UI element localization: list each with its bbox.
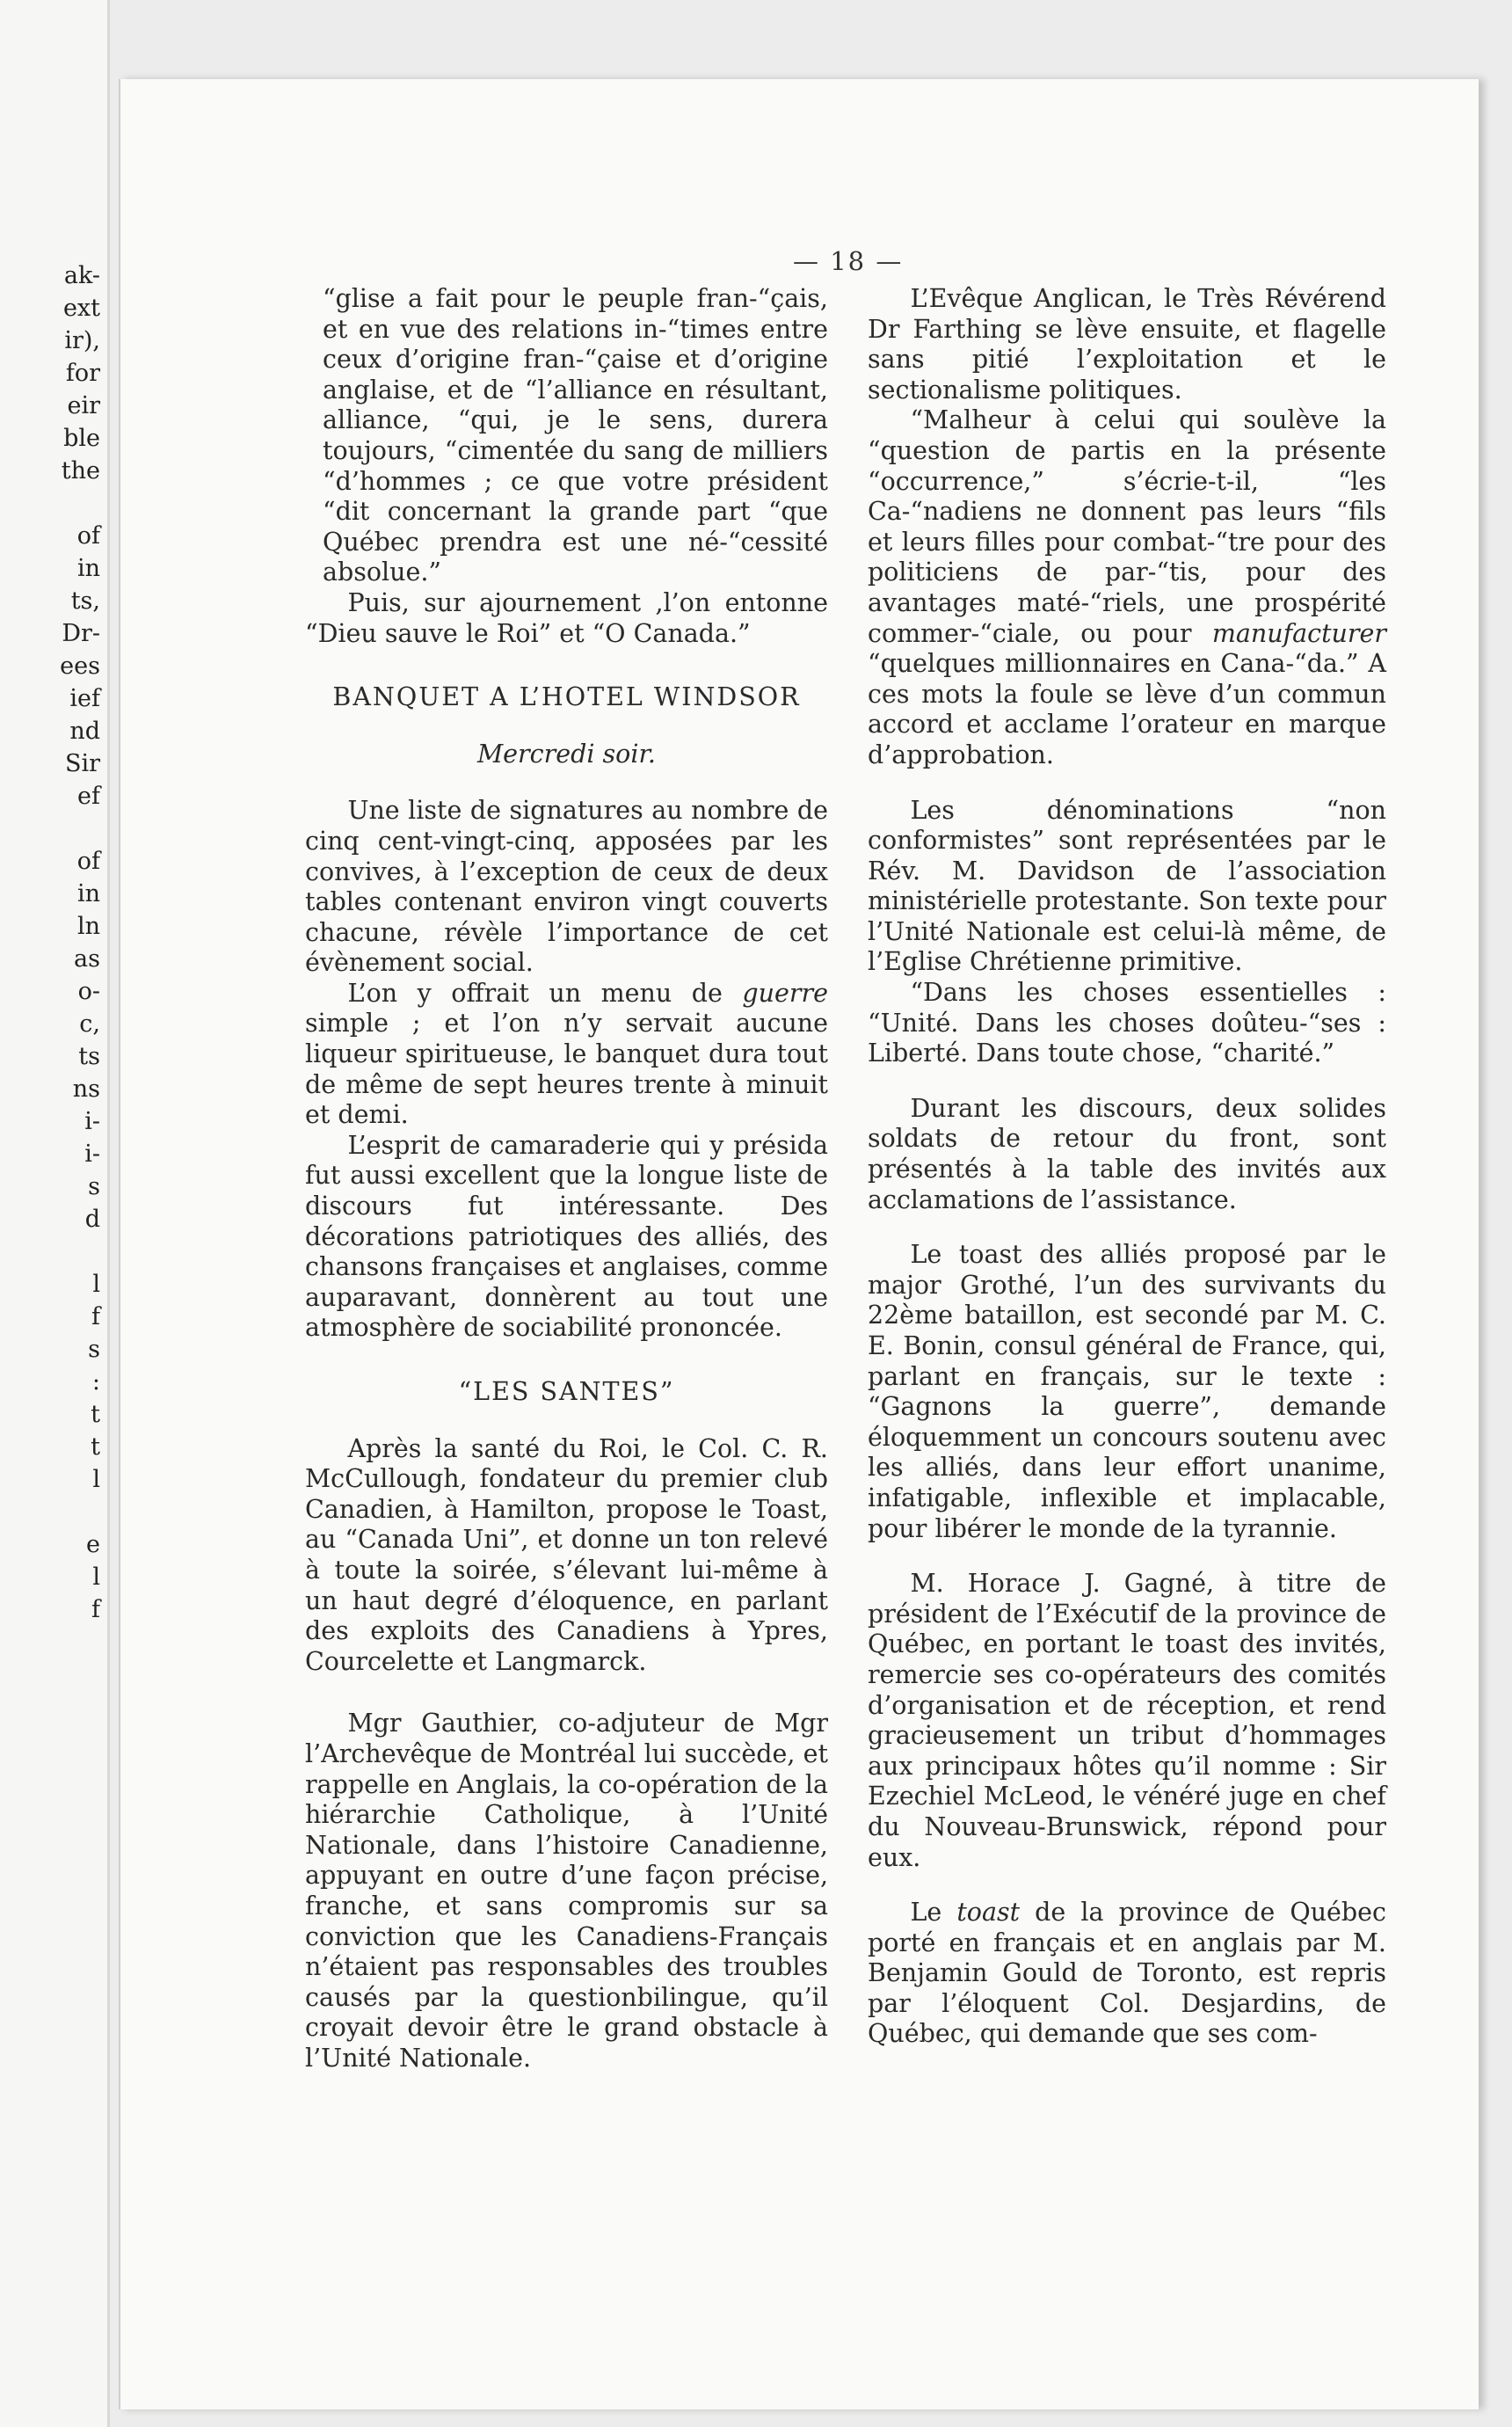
quote-malheur: “Malheur à celui qui soulève la “question de partis en la présente “occurrence,” s’écrie-t-il, “les Ca-“nadiens ne donnent pas leurs “fils et leurs filles pour combat-“tre pour des politiciens de par-“tis, pour des avantages maté-“riels, une prospérité commer-“ciale, ou pour manufacturer “quelques millionnaires en Cana-“da.” A ces mots la foule se lève d’un commun accord et acclame l’orateur en marque d’approbation.	[868, 405, 1386, 769]
margin-fragment: ext	[62, 295, 100, 322]
left-column	[305, 284, 828, 2074]
quote-choses: “Dans les choses essentielles : “Unité. Dans les choses doûteu-“ses : Liberté. Dans toute chose, “charité.”	[868, 978, 1386, 1068]
margin-fragment: :	[91, 1368, 100, 1396]
margin-fragment: l	[92, 1563, 100, 1591]
margin-fragment: t	[91, 1433, 100, 1461]
closing-paragraph: Puis, sur ajournement ,l’on entonne “Dieu sauve le Roi” et “O Canada.”	[305, 587, 828, 648]
margin-fragment: nd	[69, 718, 100, 745]
margin-fragment: as	[74, 945, 100, 973]
margin-fragment: for	[65, 360, 100, 387]
paragraph-gagne: M. Horace J. Gagné, à titre de président de l’Exécutif de la province de Québec, en portant le toast des invités, remercie ses co-opérateurs des comités d’organisation et de réception, et rend gracieusement un tribut d’hommages aux principaux hôtes qu’il nomme : Sir Ezechiel McLeod, le vénéré juge en chef du Nouveau-Brunswick, répond pour eux.	[868, 1569, 1386, 1872]
margin-fragment: Dr-	[62, 620, 100, 647]
paragraph-toast-allies: Le toast des alliés proposé par le major Grothé, l’un des survivants du 22ème bataillon, est secondé par M. C. E. Bonin, consul général de France, qui, parlant en français, sur le texte : “Gagnons la guerre”, demande éloquemment un concours soutenu avec les alliés, dans leur effort unanime, infatigable, inflexible et implacable, pour libérer le monde de la tyrannie.	[868, 1240, 1386, 1543]
paragraph-menu: L’on y offrait un menu de guerre simple ; et l’on n’y servait aucune liqueur spiritueuse, le banquet dura tout de même de sept heures trente à minuit et demi.	[305, 978, 828, 1130]
margin-fragment: ef	[77, 783, 100, 810]
quote-continuation: “glise a fait pour le peuple fran-“çais, et en vue des relations in-“times entre ceux d’origine fran-“çaise et d’origine anglaise, et de “l’alliance en résultant, alliance, “qui, je le sens, durera toujours, “cimentée du sang de milliers “d’hommes ; ce que votre président “dit concernant la grande part “que Québec prendra est une né-“cessité absolue.”	[323, 284, 828, 587]
margin-fragment: l	[92, 1271, 100, 1298]
margin-fragment: e	[86, 1531, 100, 1558]
heading-banquet: BANQUET A L’HOTEL WINDSOR	[332, 682, 801, 712]
paragraph-denominations: Les dénominations “non conformistes” sont représentées par le Rév. M. Davidson de l’association ministérielle protestante. Son texte pour l’Unité Nationale est celui-là même, de l’Eglise Chrétienne primitive.	[868, 795, 1386, 977]
margin-fragment: ln	[76, 913, 100, 940]
margin-fragment: Sir	[64, 750, 100, 777]
paragraph-durant: Durant les discours, deux solides soldats de retour du front, sont présentés à la table des invités aux acclamations de l’assistance.	[868, 1093, 1386, 1214]
document-page	[119, 79, 1479, 2409]
margin-fragment: in	[76, 555, 100, 582]
margin-fragment: eir	[67, 392, 100, 419]
margin-fragment: l	[92, 1466, 100, 1493]
margin-fragment: t	[91, 1401, 100, 1428]
margin-fragment: in	[76, 880, 100, 907]
margin-fragment: ak-	[63, 262, 100, 289]
page-number: — 18 —	[793, 246, 904, 276]
margin-fragment: ble	[63, 425, 100, 452]
margin-fragment: ief	[69, 685, 100, 712]
heading-santes: “LES SANTES”	[458, 1377, 675, 1406]
margin-fragment: o-	[77, 978, 100, 1005]
margin-fragment: ir),	[64, 327, 100, 354]
paragraph-sante-roi: Après la santé du Roi, le Col. C. R. McCullough, fondateur du premier club Canadien, à Hamilton, propose le Toast, au “Canada Uni”, et donne un ton relevé à toute la soirée, s’élevant lui-même à un haut degré d’éloquence, en parlant des exploits des Canadiens à Ypres, Courcelette et Langmarck.	[305, 1433, 828, 1676]
margin-fragment: ees	[60, 652, 100, 680]
margin-fragment: f	[91, 1596, 100, 1623]
right-column	[868, 284, 1386, 2050]
margin-fragment: f	[91, 1303, 100, 1330]
margin-fragment: s	[88, 1173, 100, 1200]
margin-fragment: ts,	[70, 587, 100, 615]
margin-fragment: of	[76, 848, 100, 875]
margin-fragment: d	[84, 1206, 100, 1233]
paragraph-toast-quebec: Le toast de la province de Québec porté en français et en anglais par M. Benjamin Gould de Toronto, est repris par l’éloquent Col. Desjardins, de Québec, qui demande que ses com-	[868, 1898, 1386, 2049]
paragraph-signatures: Une liste de signatures au nombre de cinq cent-vingt-cinq, apposées par les convives, à l’exception de ceux de deux tables contenant environ vingt couverts chacune, révèle l’importance de cet évènement social.	[305, 796, 828, 978]
subheading-mercredi: Mercredi soir.	[477, 739, 656, 769]
margin-fragment: ns	[72, 1075, 100, 1103]
paragraph-gauthier: Mgr Gauthier, co-adjuteur de Mgr l’Archevêque de Montréal lui succède, et rappelle en Anglais, la co-opération de la hiérarchie Catholique, à l’Unité Nationale, dans l’histoire Canadienne, appuyant en outre d’une façon précise, franche, et sans compromis sur sa conviction que les Canadiens-Français n’étaient pas responsables des troubles causés par la questionbilingue, qu’il croyait devoir être le grand obstacle à l’Unité Nationale.	[305, 1709, 828, 2073]
margin-fragment: c,	[79, 1010, 100, 1038]
previous-page-margin	[0, 0, 110, 2427]
margin-fragment: of	[76, 522, 100, 550]
margin-fragment: i-	[84, 1141, 100, 1168]
paragraph-eveque: L’Evêque Anglican, le Très Révérend Dr Farthing se lève ensuite, et flagelle sans pitié l’exploitation et le sectionalisme politiques.	[868, 284, 1386, 404]
margin-fragment: ts	[78, 1043, 100, 1070]
margin-fragment: the	[61, 457, 100, 485]
margin-fragment: s	[88, 1336, 100, 1363]
margin-fragment: i-	[84, 1108, 100, 1135]
paragraph-esprit: L’esprit de camaraderie qui y présida fut aussi excellent que la longue liste de discours fut intéressante. Des décorations patriotiques des alliés, des chansons françaises et anglaises, comme auparavant, donnèrent au tout une atmosphère de sociabilité prononcée.	[305, 1130, 828, 1343]
